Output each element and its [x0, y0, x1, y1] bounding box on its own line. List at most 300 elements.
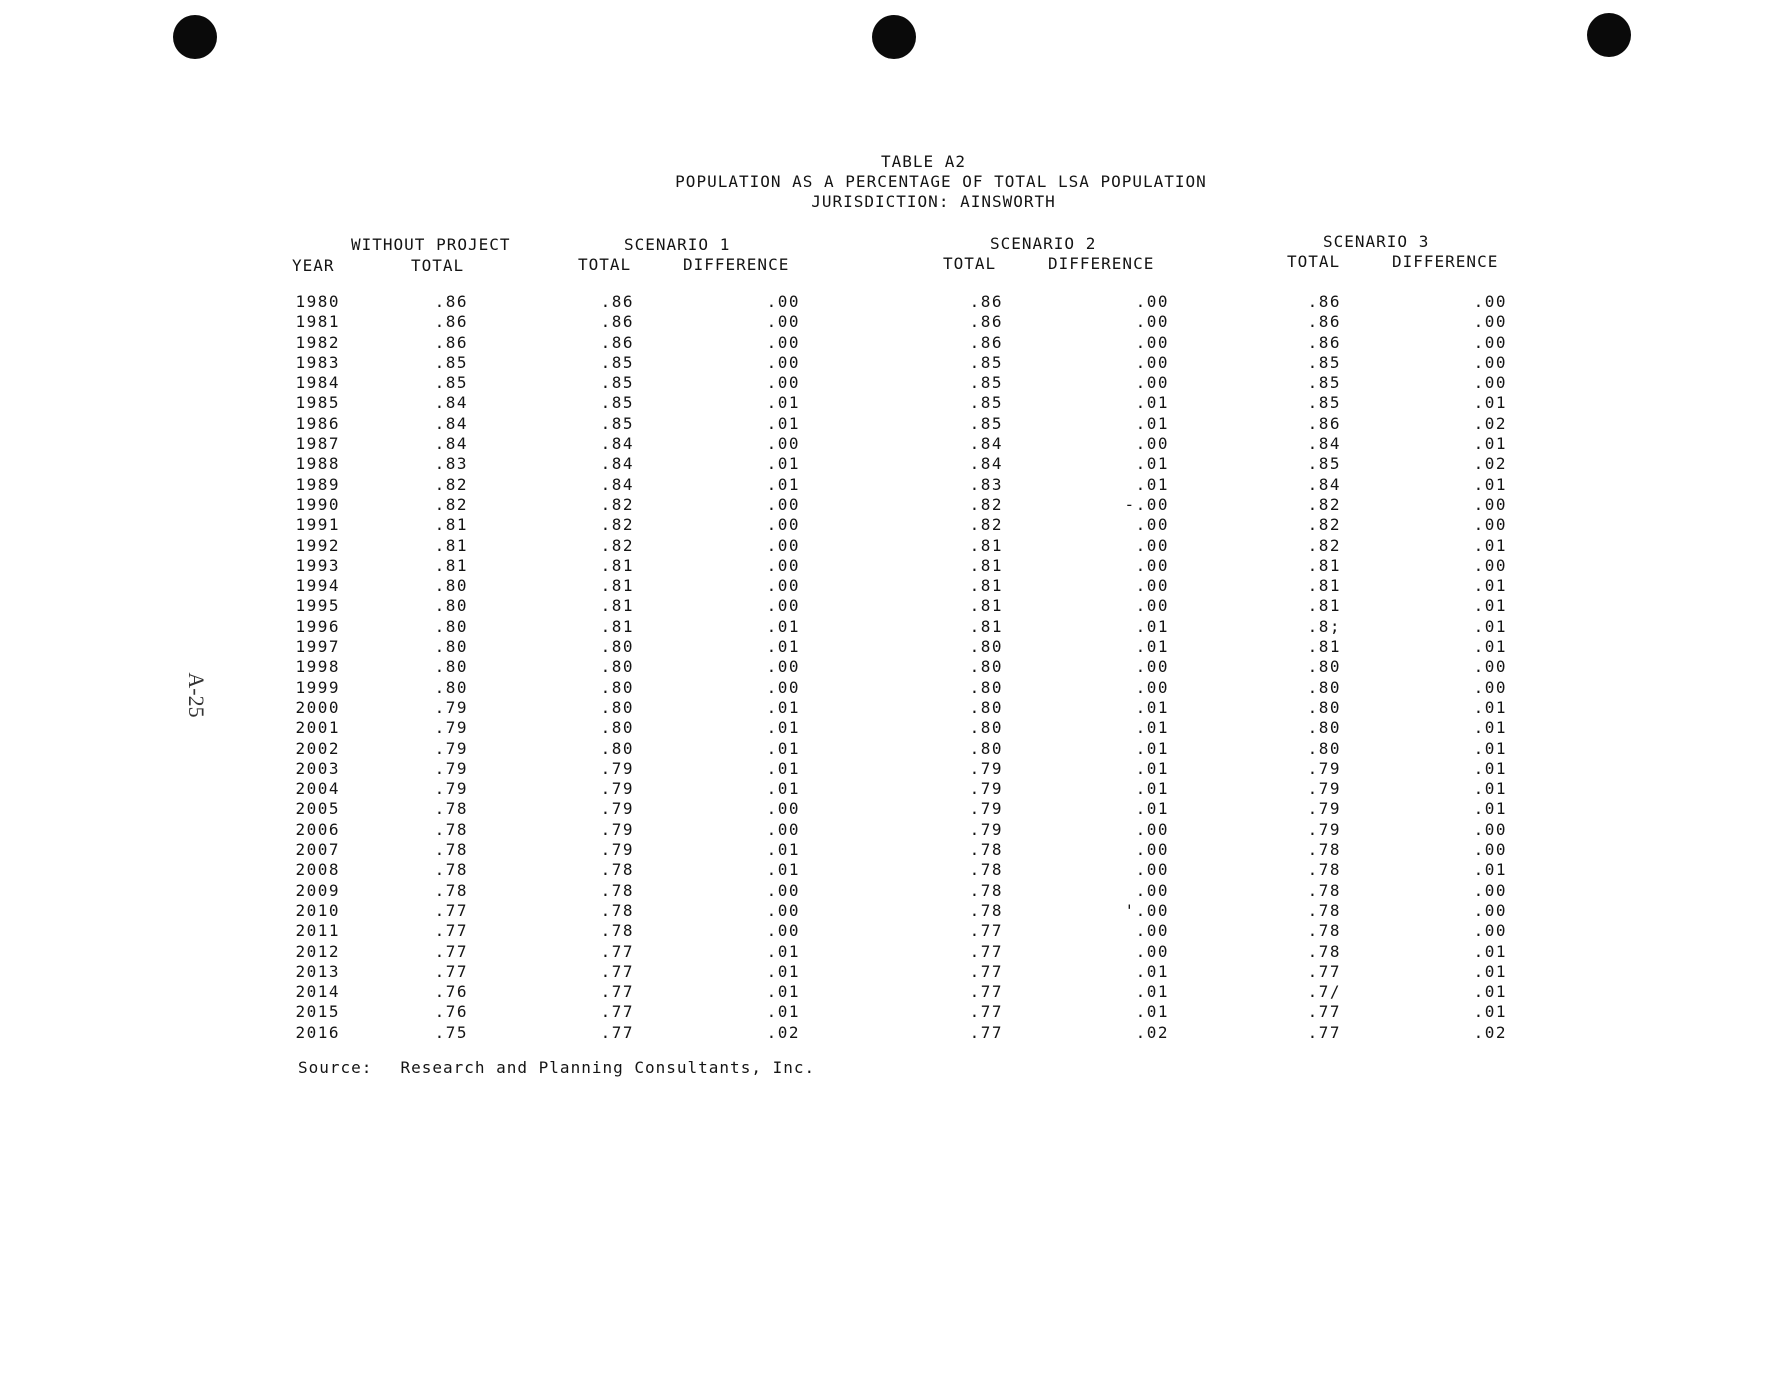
cell-without-project-total: .78 [434, 840, 468, 860]
table-row [282, 759, 1507, 779]
cell-s3-difference: .01 [1473, 779, 1507, 799]
cell-s1-difference: .00 [766, 677, 800, 697]
cell-s2-difference: .00 [1135, 352, 1169, 372]
cell-s2-difference: .00 [1135, 576, 1169, 596]
cell-s3-difference: .00 [1473, 312, 1507, 332]
table-row [282, 1002, 1507, 1022]
cell-s1-total: .81 [600, 576, 634, 596]
cell-year: 2006 [295, 819, 340, 839]
cell-s3-total: .84 [1307, 434, 1341, 454]
cell-s3-total: .85 [1307, 373, 1341, 393]
cell-s1-difference: .00 [766, 434, 800, 454]
cell-without-project-total: .78 [434, 880, 468, 900]
table-row [282, 678, 1507, 698]
cell-s1-difference: .01 [766, 454, 800, 474]
cell-without-project-total: .79 [434, 738, 468, 758]
cell-year: 1989 [295, 474, 340, 494]
cell-s1-total: .84 [600, 474, 634, 494]
cell-year: 1997 [295, 637, 340, 657]
table-row [282, 495, 1507, 515]
cell-s1-total: .85 [600, 393, 634, 413]
cell-s2-difference: .00 [1135, 555, 1169, 575]
cell-s1-difference: .01 [766, 1002, 800, 1022]
cell-s1-difference: .00 [766, 515, 800, 535]
cell-s2-difference: .01 [1135, 738, 1169, 758]
cell-without-project-total: .84 [434, 434, 468, 454]
cell-s1-difference: .01 [766, 941, 800, 961]
cell-s1-total: .77 [600, 982, 634, 1002]
cell-without-project-total: .86 [434, 332, 468, 352]
cell-s3-total: .80 [1307, 657, 1341, 677]
table-row [282, 353, 1507, 373]
cell-s2-total: .77 [969, 982, 1003, 1002]
cell-s2-total: .77 [969, 921, 1003, 941]
cell-s2-total: .79 [969, 779, 1003, 799]
cell-s2-total: .86 [969, 292, 1003, 311]
cell-s3-difference: .01 [1473, 738, 1507, 758]
cell-s3-total: .77 [1307, 961, 1341, 981]
cell-s2-difference: .00 [1135, 515, 1169, 535]
cell-s2-total: .77 [969, 1002, 1003, 1022]
cell-s1-total: .80 [600, 677, 634, 697]
cell-without-project-total: .77 [434, 900, 468, 920]
table-subtitle: POPULATION AS A PERCENTAGE OF TOTAL LSA POPULATION [675, 172, 1207, 191]
cell-s1-difference: .00 [766, 819, 800, 839]
cell-s1-total: .79 [600, 840, 634, 860]
cell-without-project-total: .83 [434, 454, 468, 474]
table-row [282, 617, 1507, 637]
cell-s2-total: .85 [969, 373, 1003, 393]
jurisdiction-line: JURISDICTION: AINSWORTH [811, 192, 1056, 211]
cell-s1-total: .82 [600, 494, 634, 514]
cell-without-project-total: .81 [434, 555, 468, 575]
cell-s1-total: .80 [600, 718, 634, 738]
cell-s2-total: .80 [969, 657, 1003, 677]
cell-s1-difference: .01 [766, 738, 800, 758]
cell-s2-difference: .02 [1135, 1022, 1169, 1042]
cell-without-project-total: .84 [434, 393, 468, 413]
header-s1-total: TOTAL [578, 255, 632, 274]
cell-s3-total: .78 [1307, 900, 1341, 920]
cell-year: 1994 [295, 576, 340, 596]
page-number: A-25 [184, 672, 209, 718]
cell-s1-difference: .01 [766, 982, 800, 1002]
cell-without-project-total: .79 [434, 697, 468, 717]
cell-year: 1996 [295, 616, 340, 636]
cell-s2-difference: .00 [1135, 373, 1169, 393]
header-s3-total: TOTAL [1287, 252, 1341, 271]
cell-s2-total: .81 [969, 555, 1003, 575]
cell-s2-difference: .01 [1135, 799, 1169, 819]
cell-year: 1995 [295, 596, 340, 616]
cell-s1-total: .79 [600, 779, 634, 799]
cell-s3-total: .78 [1307, 860, 1341, 880]
cell-without-project-total: .77 [434, 961, 468, 981]
cell-s3-difference: .01 [1473, 961, 1507, 981]
cell-s3-difference: .01 [1473, 697, 1507, 717]
cell-s1-total: .77 [600, 941, 634, 961]
cell-s3-difference: .01 [1473, 576, 1507, 596]
table-row [282, 779, 1507, 799]
cell-s1-total: .78 [600, 860, 634, 880]
cell-s3-difference: .00 [1473, 657, 1507, 677]
cell-s3-total: .79 [1307, 819, 1341, 839]
cell-s1-difference: .00 [766, 535, 800, 555]
cell-s2-difference: .00 [1135, 880, 1169, 900]
cell-year: 1990 [295, 494, 340, 514]
cell-s3-difference: .01 [1473, 434, 1507, 454]
cell-without-project-total: .86 [434, 292, 468, 311]
cell-s1-difference: .01 [766, 637, 800, 657]
cell-s3-total: .80 [1307, 718, 1341, 738]
cell-without-project-total: .79 [434, 758, 468, 778]
cell-s3-difference: .01 [1473, 941, 1507, 961]
cell-s2-total: .78 [969, 860, 1003, 880]
cell-s1-difference: .01 [766, 474, 800, 494]
cell-s3-total: .81 [1307, 555, 1341, 575]
source-note [298, 1058, 815, 1077]
cell-s3-total: .81 [1307, 576, 1341, 596]
cell-s2-total: .79 [969, 799, 1003, 819]
cell-s1-total: .86 [600, 292, 634, 311]
cell-year: 2013 [295, 961, 340, 981]
cell-s1-difference: .01 [766, 758, 800, 778]
cell-s3-difference: .01 [1473, 596, 1507, 616]
table-title-block [0, 152, 1787, 212]
cell-s1-total: .86 [600, 312, 634, 332]
cell-s1-total: .85 [600, 413, 634, 433]
header-without-project-total: TOTAL [411, 256, 465, 275]
cell-s3-difference: .01 [1473, 860, 1507, 880]
cell-s3-total: .80 [1307, 697, 1341, 717]
table-row [282, 515, 1507, 535]
population-table-body [282, 292, 1507, 1043]
cell-s2-total: .80 [969, 637, 1003, 657]
cell-s2-difference: -.00 [1124, 494, 1169, 514]
cell-s1-total: .81 [600, 555, 634, 575]
header-year: YEAR [292, 256, 335, 275]
cell-s2-difference: .00 [1135, 596, 1169, 616]
cell-year: 2016 [295, 1022, 340, 1042]
cell-s3-difference: .01 [1473, 718, 1507, 738]
cell-s3-total: .80 [1307, 738, 1341, 758]
table-row [282, 393, 1507, 413]
cell-s1-total: .81 [600, 596, 634, 616]
table-row [282, 799, 1507, 819]
cell-s3-total: .77 [1307, 1022, 1341, 1042]
cell-s2-difference: .01 [1135, 758, 1169, 778]
cell-s3-difference: .01 [1473, 616, 1507, 636]
punch-hole-center [872, 15, 916, 59]
cell-year: 1991 [295, 515, 340, 535]
cell-s3-total: .82 [1307, 494, 1341, 514]
cell-s3-total: .7/ [1307, 982, 1341, 1002]
cell-s2-difference: .00 [1135, 840, 1169, 860]
cell-s2-total: .82 [969, 515, 1003, 535]
cell-s3-difference: .00 [1473, 494, 1507, 514]
cell-s3-difference: .00 [1473, 840, 1507, 860]
cell-s2-total: .85 [969, 352, 1003, 372]
cell-s2-total: .85 [969, 393, 1003, 413]
cell-s1-difference: .01 [766, 413, 800, 433]
cell-year: 2004 [295, 779, 340, 799]
cell-s2-total: .84 [969, 434, 1003, 454]
cell-s3-total: .78 [1307, 880, 1341, 900]
cell-s2-difference: .00 [1135, 677, 1169, 697]
cell-s1-difference: .00 [766, 373, 800, 393]
table-row [282, 657, 1507, 677]
cell-s2-total: .80 [969, 718, 1003, 738]
cell-s1-difference: .00 [766, 596, 800, 616]
table-row [282, 860, 1507, 880]
header-s3-difference: DIFFERENCE [1392, 252, 1499, 271]
cell-s2-difference: .01 [1135, 637, 1169, 657]
table-row [282, 434, 1507, 454]
cell-year: 1999 [295, 677, 340, 697]
cell-s3-difference: .00 [1473, 677, 1507, 697]
cell-s1-total: .84 [600, 454, 634, 474]
cell-year: 2015 [295, 1002, 340, 1022]
table-row [282, 820, 1507, 840]
cell-s3-total: .78 [1307, 840, 1341, 860]
cell-s3-difference: .00 [1473, 880, 1507, 900]
cell-s2-difference: .00 [1135, 535, 1169, 555]
cell-s3-difference: .01 [1473, 393, 1507, 413]
cell-s1-total: .77 [600, 961, 634, 981]
cell-s3-total: .85 [1307, 352, 1341, 372]
cell-s1-difference: .00 [766, 921, 800, 941]
cell-s1-total: .80 [600, 657, 634, 677]
cell-s3-total: .85 [1307, 393, 1341, 413]
cell-s3-total: .86 [1307, 332, 1341, 352]
cell-s3-difference: .02 [1473, 1022, 1507, 1042]
cell-s2-difference: .01 [1135, 413, 1169, 433]
cell-s2-total: .78 [969, 840, 1003, 860]
cell-without-project-total: .76 [434, 1002, 468, 1022]
cell-year: 2011 [295, 921, 340, 941]
cell-s1-total: .79 [600, 819, 634, 839]
cell-s2-total: .82 [969, 494, 1003, 514]
cell-year: 1982 [295, 332, 340, 352]
cell-s2-total: .81 [969, 596, 1003, 616]
cell-s1-difference: .01 [766, 697, 800, 717]
cell-without-project-total: .81 [434, 515, 468, 535]
cell-s3-total: .79 [1307, 779, 1341, 799]
table-title: TABLE A2 [880, 152, 967, 171]
cell-s1-total: .78 [600, 921, 634, 941]
cell-without-project-total: .85 [434, 373, 468, 393]
cell-without-project-total: .80 [434, 677, 468, 697]
punch-hole-left [173, 15, 217, 59]
table-row [282, 698, 1507, 718]
cell-s3-difference: .00 [1473, 515, 1507, 535]
table-row [282, 962, 1507, 982]
cell-s3-total: .81 [1307, 637, 1341, 657]
cell-s3-difference: .00 [1473, 921, 1507, 941]
cell-s1-total: .82 [600, 535, 634, 555]
table-row [282, 454, 1507, 474]
cell-s3-difference: .01 [1473, 535, 1507, 555]
cell-s3-difference: .00 [1473, 555, 1507, 575]
table-row [282, 292, 1507, 312]
cell-s3-total: .79 [1307, 758, 1341, 778]
cell-s3-difference: .02 [1473, 454, 1507, 474]
table-row [282, 921, 1507, 941]
cell-s1-total: .77 [600, 1002, 634, 1022]
cell-s2-difference: .01 [1135, 616, 1169, 636]
cell-s3-difference: .01 [1473, 637, 1507, 657]
cell-s3-difference: .01 [1473, 982, 1507, 1002]
cell-s3-total: .8; [1307, 616, 1341, 636]
cell-s2-total: .78 [969, 900, 1003, 920]
cell-s2-total: .86 [969, 332, 1003, 352]
cell-s2-total: .81 [969, 535, 1003, 555]
cell-s2-total: .85 [969, 413, 1003, 433]
cell-without-project-total: .86 [434, 312, 468, 332]
cell-year: 1992 [295, 535, 340, 555]
cell-s1-difference: .00 [766, 332, 800, 352]
table-row [282, 475, 1507, 495]
cell-year: 1993 [295, 555, 340, 575]
cell-s3-total: .86 [1307, 312, 1341, 332]
cell-s2-difference: .01 [1135, 393, 1169, 413]
cell-without-project-total: .76 [434, 982, 468, 1002]
cell-year: 2012 [295, 941, 340, 961]
cell-s3-difference: .00 [1473, 352, 1507, 372]
cell-s1-total: .84 [600, 434, 634, 454]
cell-s2-difference: .01 [1135, 1002, 1169, 1022]
cell-s1-total: .85 [600, 373, 634, 393]
cell-year: 2005 [295, 799, 340, 819]
cell-s3-total: .79 [1307, 799, 1341, 819]
cell-s2-difference: .00 [1135, 434, 1169, 454]
header-scenario-2: SCENARIO 2 [990, 234, 1097, 253]
cell-without-project-total: .77 [434, 941, 468, 961]
table-row [282, 333, 1507, 353]
cell-s1-difference: .01 [766, 616, 800, 636]
table-row [282, 576, 1507, 596]
table-row [282, 596, 1507, 616]
cell-s1-difference: .01 [766, 860, 800, 880]
table-row [282, 840, 1507, 860]
header-s2-difference: DIFFERENCE [1048, 254, 1155, 273]
cell-s2-difference: .01 [1135, 982, 1169, 1002]
cell-s1-difference: .01 [766, 779, 800, 799]
cell-s2-difference: .00 [1135, 860, 1169, 880]
cell-year: 1984 [295, 373, 340, 393]
cell-s1-total: .80 [600, 738, 634, 758]
cell-s2-difference: .01 [1135, 697, 1169, 717]
header-without-project: WITHOUT PROJECT [351, 235, 511, 254]
header-scenario-3: SCENARIO 3 [1323, 232, 1430, 251]
cell-s1-difference: .00 [766, 657, 800, 677]
cell-s2-difference: .01 [1135, 474, 1169, 494]
cell-s1-total: .86 [600, 332, 634, 352]
cell-s1-total: .79 [600, 799, 634, 819]
cell-s2-difference: .01 [1135, 961, 1169, 981]
header-s1-difference: DIFFERENCE [683, 255, 790, 274]
cell-s1-total: .79 [600, 758, 634, 778]
cell-s2-total: .77 [969, 961, 1003, 981]
cell-s2-difference: .00 [1135, 312, 1169, 332]
table-row [282, 942, 1507, 962]
source-label: Source: [298, 1058, 373, 1077]
cell-year: 1987 [295, 434, 340, 454]
cell-s1-total: .82 [600, 515, 634, 535]
cell-without-project-total: .79 [434, 718, 468, 738]
cell-year: 2014 [295, 982, 340, 1002]
cell-s1-difference: .01 [766, 961, 800, 981]
cell-s2-total: .78 [969, 880, 1003, 900]
cell-s3-total: .78 [1307, 921, 1341, 941]
cell-year: 1988 [295, 454, 340, 474]
table-row [282, 414, 1507, 434]
cell-without-project-total: .82 [434, 474, 468, 494]
cell-without-project-total: .80 [434, 576, 468, 596]
table-row [282, 901, 1507, 921]
cell-s3-total: .85 [1307, 454, 1341, 474]
cell-without-project-total: .78 [434, 860, 468, 880]
cell-s1-difference: .00 [766, 312, 800, 332]
cell-s2-total: .81 [969, 576, 1003, 596]
cell-s3-total: .80 [1307, 677, 1341, 697]
cell-s2-total: .84 [969, 454, 1003, 474]
table-row [282, 739, 1507, 759]
table-row [282, 556, 1507, 576]
header-scenario-1: SCENARIO 1 [624, 235, 731, 254]
cell-year: 2003 [295, 758, 340, 778]
cell-s1-difference: .00 [766, 576, 800, 596]
cell-s1-total: .78 [600, 900, 634, 920]
cell-s3-difference: .01 [1473, 799, 1507, 819]
cell-s3-difference: .00 [1473, 292, 1507, 311]
table-row [282, 373, 1507, 393]
cell-year: 2008 [295, 860, 340, 880]
table-row [282, 312, 1507, 332]
cell-s3-difference: .01 [1473, 758, 1507, 778]
table-row [282, 718, 1507, 738]
cell-s1-difference: .00 [766, 799, 800, 819]
cell-s2-difference: .01 [1135, 454, 1169, 474]
cell-s3-total: .81 [1307, 596, 1341, 616]
cell-s2-difference: .01 [1135, 779, 1169, 799]
cell-s2-difference: .00 [1135, 921, 1169, 941]
cell-year: 1981 [295, 312, 340, 332]
cell-s1-difference: .00 [766, 292, 800, 311]
cell-s1-difference: .01 [766, 840, 800, 860]
cell-s2-difference: '.00 [1124, 900, 1169, 920]
cell-s2-difference: .00 [1135, 941, 1169, 961]
cell-s2-total: .81 [969, 616, 1003, 636]
table-row [282, 637, 1507, 657]
cell-s2-total: .79 [969, 819, 1003, 839]
cell-s2-difference: .01 [1135, 718, 1169, 738]
cell-without-project-total: .82 [434, 494, 468, 514]
cell-s1-difference: .01 [766, 718, 800, 738]
cell-s2-total: .86 [969, 312, 1003, 332]
table-row [282, 1023, 1507, 1043]
cell-s3-total: .86 [1307, 292, 1341, 311]
cell-year: 1980 [295, 292, 340, 311]
cell-s2-total: .80 [969, 697, 1003, 717]
cell-year: 2009 [295, 880, 340, 900]
cell-year: 2007 [295, 840, 340, 860]
cell-without-project-total: .77 [434, 921, 468, 941]
cell-year: 2001 [295, 718, 340, 738]
cell-without-project-total: .78 [434, 819, 468, 839]
cell-year: 2002 [295, 738, 340, 758]
cell-without-project-total: .80 [434, 596, 468, 616]
